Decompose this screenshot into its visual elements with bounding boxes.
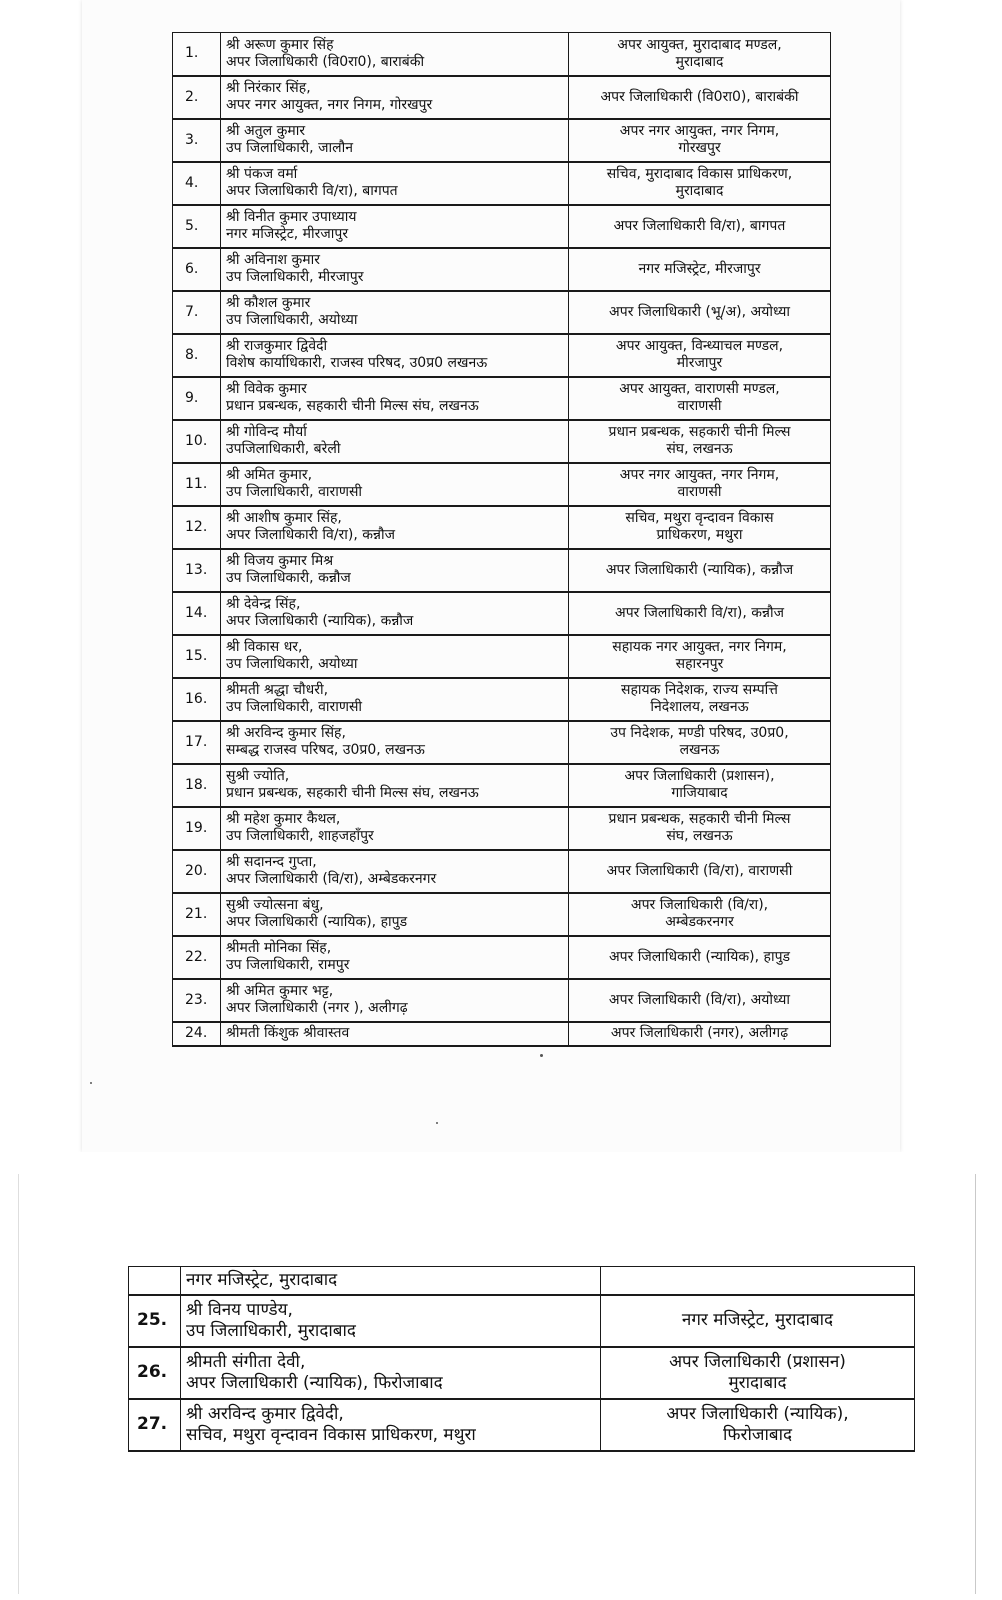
serial-number: 2. bbox=[173, 76, 221, 119]
officer-cell bbox=[221, 592, 569, 635]
new-posting-line: अपर जिलाधिकारी (भू/अ), अयोध्या bbox=[609, 303, 790, 320]
officer-cell bbox=[221, 506, 569, 549]
new-posting-line: अपर जिलाधिकारी (वि/रा), bbox=[630, 897, 769, 913]
officer-cell bbox=[221, 248, 569, 291]
officer-name: सुश्री ज्योति, bbox=[226, 768, 290, 784]
new-posting-line: अपर आयुक्त, वाराणसी मण्डल, bbox=[619, 381, 780, 397]
current-posting: सम्बद्ध राजस्व परिषद, उ0प्र0, लखनऊ bbox=[226, 742, 425, 758]
serial-number: 11. bbox=[173, 463, 221, 506]
officer-cell bbox=[221, 764, 569, 807]
table-row bbox=[173, 764, 831, 807]
table-row bbox=[173, 248, 831, 291]
officer-name: श्री पंकज वर्मा bbox=[226, 166, 298, 182]
officer-name: श्री कौशल कुमार bbox=[226, 295, 311, 311]
table-row bbox=[173, 76, 831, 119]
new-posting-line: उप निदेशक, मण्डी परिषद, उ0प्र0, bbox=[610, 725, 789, 741]
serial-number: 10. bbox=[173, 420, 221, 463]
current-posting: अपर जिलाधिकारी वि/रा), कन्नौज bbox=[226, 527, 395, 543]
table-row bbox=[173, 33, 831, 76]
new-posting-cell bbox=[569, 205, 831, 248]
new-posting-line: प्रधान प्रबन्धक, सहकारी चीनी मिल्स bbox=[608, 424, 791, 440]
officer-cell bbox=[221, 936, 569, 979]
new-posting-line: सहारनपुर bbox=[675, 656, 724, 672]
current-posting: अपर जिलाधिकारी (वि/रा), अम्बेडकरनगर bbox=[226, 871, 437, 887]
table-row bbox=[173, 162, 831, 205]
new-posting-cell bbox=[569, 506, 831, 549]
new-posting-cell bbox=[569, 850, 831, 893]
new-posting-cell bbox=[569, 893, 831, 936]
current-posting: प्रधान प्रबन्धक, सहकारी चीनी मिल्स संघ, लखनऊ bbox=[226, 398, 479, 414]
new-posting-cell bbox=[569, 979, 831, 1022]
serial-number: 8. bbox=[173, 334, 221, 377]
table-row bbox=[173, 1022, 831, 1046]
table-row bbox=[173, 678, 831, 721]
new-posting-cell bbox=[569, 291, 831, 334]
officer-name: श्रीमती श्रद्धा चौधरी, bbox=[226, 682, 329, 698]
new-posting-cell bbox=[569, 678, 831, 721]
serial-number: 17. bbox=[173, 721, 221, 764]
current-posting: विशेष कार्याधिकारी, राजस्व परिषद, उ0प्र0 लखनऊ bbox=[226, 355, 488, 371]
new-posting-line: अपर नगर आयुक्त, नगर निगम, bbox=[619, 123, 780, 139]
officer-cell bbox=[221, 850, 569, 893]
officer-cell bbox=[221, 162, 569, 205]
officer-name: श्री विजय कुमार मिश्र bbox=[226, 553, 334, 569]
serial-number: 13. bbox=[173, 549, 221, 592]
new-posting-cell bbox=[569, 936, 831, 979]
table-row bbox=[173, 893, 831, 936]
new-posting-line: अपर जिलाधिकारी (न्यायिक), bbox=[666, 1403, 849, 1424]
officer-name: श्री विनीत कुमार उपाध्याय bbox=[226, 209, 357, 225]
table-row bbox=[173, 420, 831, 463]
officer-name: श्री विवेक कुमार bbox=[226, 381, 307, 397]
current-posting: अपर जिलाधिकारी वि/रा), बागपत bbox=[226, 183, 398, 199]
new-posting-cell bbox=[569, 764, 831, 807]
officer-cell bbox=[181, 1347, 601, 1399]
officer-cell bbox=[181, 1399, 601, 1451]
officer-name: श्री अमित कुमार भट्ट, bbox=[226, 983, 334, 999]
new-posting-cell bbox=[569, 463, 831, 506]
officer-cell bbox=[221, 420, 569, 463]
table-row bbox=[173, 807, 831, 850]
new-posting-line: अपर नगर आयुक्त, नगर निगम, bbox=[619, 467, 780, 483]
new-posting-line: गोरखपुर bbox=[678, 140, 721, 156]
officer-cell bbox=[221, 1022, 569, 1046]
table-row bbox=[173, 549, 831, 592]
serial-number: 26. bbox=[129, 1347, 181, 1399]
officer-cell bbox=[221, 463, 569, 506]
table-row bbox=[173, 635, 831, 678]
new-posting-line: संघ, लखनऊ bbox=[666, 441, 733, 457]
officer-cell bbox=[221, 678, 569, 721]
officer-name: श्रीमती किंशुक श्रीवास्तव bbox=[226, 1025, 350, 1041]
new-posting-cell bbox=[569, 1022, 831, 1046]
current-posting: उप जिलाधिकारी, कन्नौज bbox=[226, 570, 351, 586]
new-posting-line: प्राधिकरण, मथुरा bbox=[656, 527, 743, 543]
table-row bbox=[173, 721, 831, 764]
new-posting-line: सचिव, मुरादाबाद विकास प्राधिकरण, bbox=[606, 166, 793, 182]
serial-number: 24. bbox=[173, 1022, 221, 1046]
new-posting-line: अपर जिलाधिकारी (प्रशासन) bbox=[669, 1351, 846, 1372]
new-posting-line: अपर आयुक्त, विन्ध्याचल मण्डल, bbox=[615, 338, 784, 354]
new-posting-cell bbox=[569, 248, 831, 291]
current-posting: प्रधान प्रबन्धक, सहकारी चीनी मिल्स संघ, लखनऊ bbox=[226, 785, 479, 801]
officer-cell bbox=[221, 893, 569, 936]
new-posting-cell bbox=[569, 807, 831, 850]
officer-name: सुश्री ज्योत्सना बंधु, bbox=[226, 897, 324, 913]
new-posting-cell bbox=[569, 76, 831, 119]
new-posting-line: मुरादाबाद bbox=[675, 53, 724, 70]
officer-name: श्री अमित कुमार, bbox=[226, 467, 313, 483]
serial-number: 16. bbox=[173, 678, 221, 721]
new-posting-line: मीरजापुर bbox=[676, 355, 723, 371]
new-posting-cell bbox=[569, 162, 831, 205]
officer-name: श्री राजकुमार द्विवेदी bbox=[226, 338, 328, 354]
new-posting-line: अपर आयुक्त, मुरादाबाद मण्डल, bbox=[617, 36, 782, 53]
new-posting-cell bbox=[569, 334, 831, 377]
current-posting: उप जिलाधिकारी, अयोध्या bbox=[226, 656, 358, 672]
serial-number: 5. bbox=[173, 205, 221, 248]
officer-name: श्री अविनाश कुमार bbox=[226, 252, 320, 268]
new-posting-line: अम्बेडकरनगर bbox=[665, 914, 734, 930]
serial-number: 14. bbox=[173, 592, 221, 635]
current-posting: उप जिलाधिकारी, जालौन bbox=[226, 140, 353, 156]
new-posting-line: वाराणसी bbox=[677, 484, 722, 500]
new-posting-line: फिरोजाबाद bbox=[722, 1424, 793, 1445]
officer-name: श्री महेश कुमार कैथल, bbox=[226, 811, 341, 827]
current-posting: अपर जिलाधिकारी (न्यायिक), फिरोजाबाद bbox=[186, 1372, 443, 1393]
current-posting: उप जिलाधिकारी, रामपुर bbox=[226, 957, 350, 973]
serial-number: 3. bbox=[173, 119, 221, 162]
officer-cell bbox=[181, 1295, 601, 1347]
new-posting-cell bbox=[569, 592, 831, 635]
new-posting-cell bbox=[601, 1295, 915, 1347]
officer-cell bbox=[221, 979, 569, 1022]
officer-cell bbox=[221, 807, 569, 850]
new-posting-cell bbox=[569, 635, 831, 678]
new-posting-line: मुरादाबाद bbox=[728, 1372, 787, 1393]
officer-cell bbox=[221, 377, 569, 420]
new-posting-line: गाजियाबाद bbox=[671, 785, 728, 801]
table-row bbox=[173, 979, 831, 1022]
officer-name: श्री सदानन्द गुप्ता, bbox=[226, 854, 317, 870]
current-posting: अपर जिलाधिकारी (वि0रा0), बाराबंकी bbox=[226, 53, 425, 70]
current-posting: उपजिलाधिकारी, बरेली bbox=[226, 441, 341, 457]
serial-number: 19. bbox=[173, 807, 221, 850]
new-posting-cell bbox=[569, 119, 831, 162]
new-posting-line: नगर मजिस्ट्रेट, मीरजापुर bbox=[638, 260, 761, 277]
officer-cell bbox=[221, 76, 569, 119]
current-posting: नगर मजिस्ट्रेट, मीरजापुर bbox=[226, 226, 349, 242]
new-posting-line: अपर जिलाधिकारी वि/रा), बागपत bbox=[613, 217, 786, 234]
transfer-table-page-1 bbox=[172, 32, 831, 1047]
new-posting-line: लखनऊ bbox=[679, 742, 720, 758]
serial-number: 7. bbox=[173, 291, 221, 334]
officer-name: श्री विनय पाण्डेय, bbox=[186, 1299, 293, 1320]
serial-number: 1. bbox=[173, 33, 221, 76]
serial-number: 12. bbox=[173, 506, 221, 549]
serial-number: 27. bbox=[129, 1399, 181, 1451]
new-posting-line: अपर जिलाधिकारी (न्यायिक), हापुड bbox=[608, 948, 791, 965]
table-row bbox=[173, 592, 831, 635]
current-posting: उप जिलाधिकारी, मुरादाबाद bbox=[186, 1320, 356, 1341]
officer-cell bbox=[221, 291, 569, 334]
officer-name: श्री निरंकार सिंह, bbox=[226, 80, 311, 96]
table-row bbox=[173, 506, 831, 549]
current-posting: सचिव, मथुरा वृन्दावन विकास प्राधिकरण, मथुरा bbox=[186, 1424, 476, 1445]
officer-cell bbox=[221, 33, 569, 76]
current-posting: अपर नगर आयुक्त, नगर निगम, गोरखपुर bbox=[226, 97, 433, 113]
table-row bbox=[129, 1295, 915, 1347]
new-posting-line: अपर जिलाधिकारी (वि/रा), वाराणसी bbox=[606, 862, 793, 879]
officer-name: श्री आशीष कुमार सिंह, bbox=[226, 510, 342, 526]
serial-number: 18. bbox=[173, 764, 221, 807]
table-row bbox=[173, 850, 831, 893]
officer-name: श्री अरविन्द कुमार सिंह, bbox=[226, 725, 346, 741]
officer-name: श्रीमती मोनिका सिंह, bbox=[226, 940, 332, 956]
new-posting-line: संघ, लखनऊ bbox=[666, 828, 733, 844]
new-posting-line: सहायक निदेशक, राज्य सम्पत्ति bbox=[621, 682, 778, 698]
new-posting-line: अपर जिलाधिकारी (वि/रा), अयोध्या bbox=[608, 991, 791, 1008]
serial-number: 23. bbox=[173, 979, 221, 1022]
current-posting: अपर जिलाधिकारी (न्यायिक), कन्नौज bbox=[226, 613, 414, 629]
new-posting-line: अपर जिलाधिकारी वि/रा), कन्नौज bbox=[615, 604, 784, 621]
table-row-continuation bbox=[129, 1267, 915, 1295]
serial-number: 22. bbox=[173, 936, 221, 979]
officer-cell bbox=[221, 119, 569, 162]
table-row bbox=[173, 205, 831, 248]
transfer-table-page-2 bbox=[128, 1266, 915, 1452]
officer-cell bbox=[221, 549, 569, 592]
officer-name: श्री विकास धर, bbox=[226, 639, 303, 655]
current-posting: उप जिलाधिकारी, मीरजापुर bbox=[226, 269, 364, 285]
new-posting-cell bbox=[601, 1347, 915, 1399]
serial-number: 6. bbox=[173, 248, 221, 291]
new-posting-line: प्रधान प्रबन्धक, सहकारी चीनी मिल्स bbox=[608, 811, 791, 827]
new-posting-cell bbox=[569, 721, 831, 764]
current-posting: उप जिलाधिकारी, वाराणसी bbox=[226, 699, 363, 715]
officer-name: श्री अतुल कुमार bbox=[226, 123, 306, 139]
new-posting-line: अपर जिलाधिकारी (वि0रा0), बाराबंकी bbox=[600, 88, 799, 105]
new-posting-line: अपर जिलाधिकारी (न्यायिक), कन्नौज bbox=[605, 561, 794, 578]
serial-number: 15. bbox=[173, 635, 221, 678]
serial-number: 9. bbox=[173, 377, 221, 420]
table-row bbox=[173, 463, 831, 506]
new-posting-cell bbox=[569, 33, 831, 76]
new-posting-line: सचिव, मथुरा वृन्दावन विकास bbox=[625, 510, 774, 526]
officer-name: श्री देवेन्द्र सिंह, bbox=[226, 596, 301, 612]
new-posting-cell bbox=[569, 377, 831, 420]
new-posting-line: सहायक नगर आयुक्त, नगर निगम, bbox=[612, 639, 787, 655]
new-posting-cell bbox=[601, 1399, 915, 1451]
officer-cell bbox=[221, 205, 569, 248]
officer-cell bbox=[221, 721, 569, 764]
serial-number: 20. bbox=[173, 850, 221, 893]
current-posting: अपर जिलाधिकारी (नगर ), अलीगढ़ bbox=[226, 1000, 408, 1016]
new-posting-cell bbox=[569, 549, 831, 592]
new-posting-line: नगर मजिस्ट्रेट, मुरादाबाद bbox=[681, 1310, 834, 1330]
serial-number: 21. bbox=[173, 893, 221, 936]
table-row bbox=[173, 291, 831, 334]
serial-number: 25. bbox=[129, 1295, 181, 1347]
table-row bbox=[173, 119, 831, 162]
officer-cell bbox=[221, 334, 569, 377]
officer-cell bbox=[221, 635, 569, 678]
current-posting: उप जिलाधिकारी, अयोध्या bbox=[226, 312, 358, 328]
new-posting-line: मुरादाबाद bbox=[675, 183, 724, 199]
table-row bbox=[129, 1347, 915, 1399]
officer-name: श्री गोविन्द मौर्या bbox=[226, 424, 307, 440]
current-posting: उप जिलाधिकारी, वाराणसी bbox=[226, 484, 363, 500]
serial-number: 4. bbox=[173, 162, 221, 205]
table-row bbox=[173, 334, 831, 377]
officer-name: श्री अरूण कुमार सिंह bbox=[226, 36, 334, 53]
current-posting: अपर जिलाधिकारी (न्यायिक), हापुड bbox=[226, 914, 408, 930]
continued-posting: नगर मजिस्ट्रेट, मुरादाबाद bbox=[181, 1267, 601, 1295]
officer-name: श्रीमती संगीता देवी, bbox=[186, 1351, 306, 1372]
new-posting-line: वाराणसी bbox=[677, 398, 722, 414]
table-row bbox=[129, 1399, 915, 1451]
new-posting-line: अपर जिलाधिकारी (नगर), अलीगढ़ bbox=[610, 1025, 789, 1041]
new-posting-line: निदेशालय, लखनऊ bbox=[650, 699, 749, 715]
table-row bbox=[173, 936, 831, 979]
table-row bbox=[173, 377, 831, 420]
new-posting-cell bbox=[569, 420, 831, 463]
new-posting-line: अपर जिलाधिकारी (प्रशासन), bbox=[624, 768, 775, 784]
current-posting: उप जिलाधिकारी, शाहजहाँपुर bbox=[226, 828, 374, 844]
officer-name: श्री अरविन्द कुमार द्विवेदी, bbox=[186, 1403, 344, 1424]
